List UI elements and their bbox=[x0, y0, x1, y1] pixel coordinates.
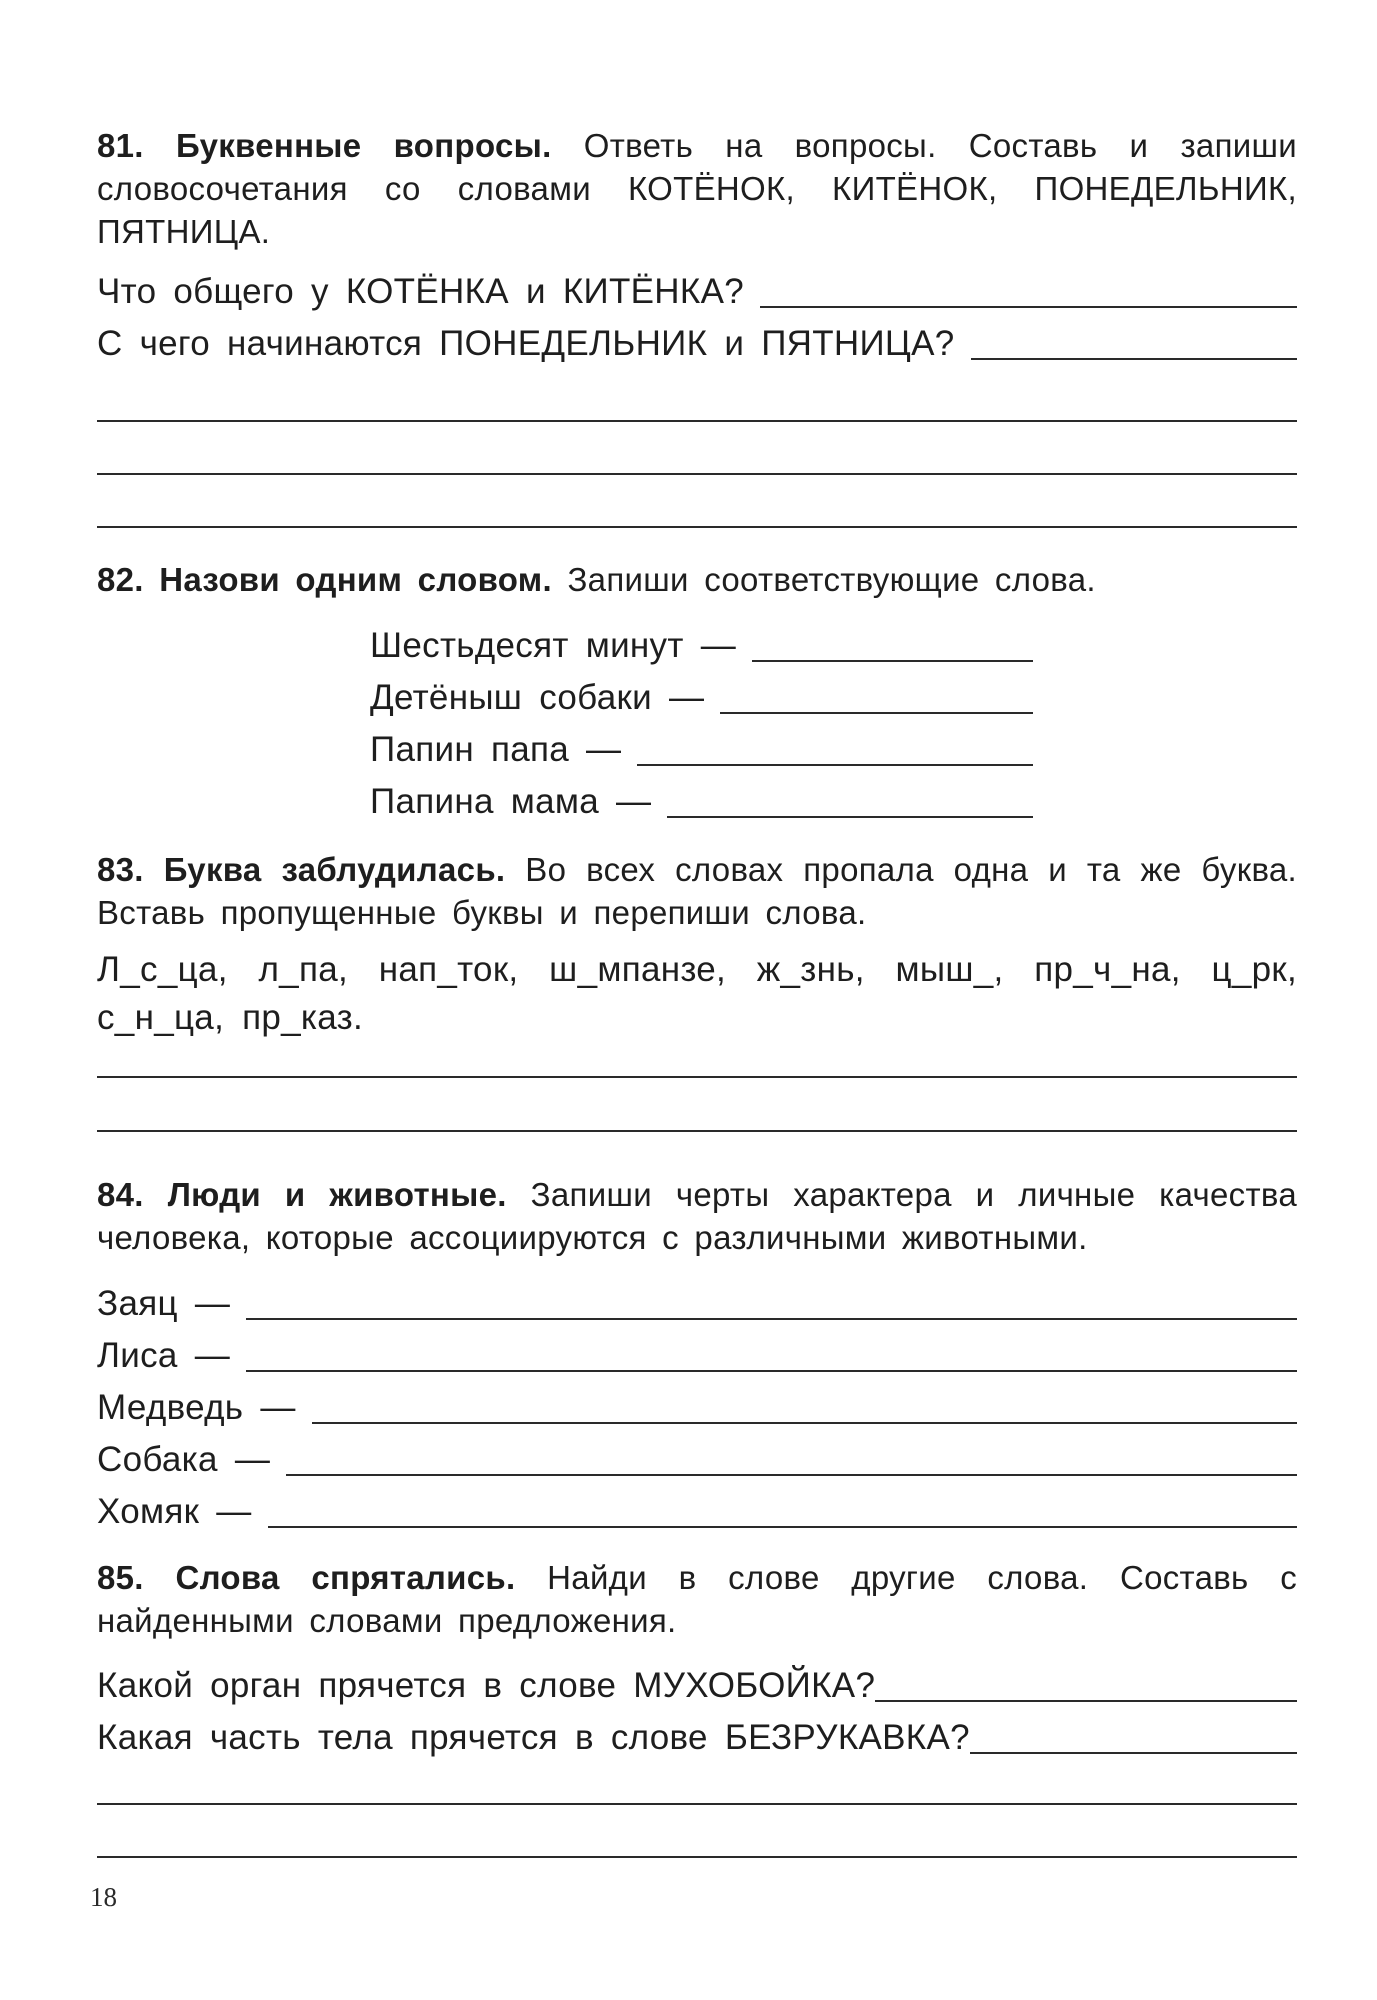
animal-label: Лиса — bbox=[97, 1336, 231, 1375]
exercise-85-title: Слова спрятались. bbox=[175, 1559, 516, 1596]
exercise-81-title: Буквенные вопросы. bbox=[175, 127, 552, 164]
answer-line[interactable] bbox=[246, 1284, 1297, 1320]
question-text: Какой орган прячется в слове МУХОБОЙКА? bbox=[97, 1666, 876, 1705]
answer-line[interactable] bbox=[637, 730, 1033, 766]
exercise-85-question-2 bbox=[97, 1714, 1297, 1762]
item-label: Папин папа — bbox=[370, 730, 622, 769]
answer-line[interactable] bbox=[875, 1666, 1297, 1702]
exercise-83-instruction bbox=[97, 848, 1297, 934]
animal-label: Хомяк — bbox=[97, 1492, 252, 1531]
writing-line[interactable] bbox=[97, 1130, 1297, 1132]
animal-label: Собака — bbox=[97, 1440, 271, 1479]
workbook-page bbox=[97, 0, 1297, 2000]
writing-line[interactable] bbox=[97, 1076, 1297, 1078]
answer-line[interactable] bbox=[286, 1440, 1297, 1476]
answer-line[interactable] bbox=[971, 324, 1297, 360]
answer-line[interactable] bbox=[720, 678, 1033, 714]
writing-line[interactable] bbox=[97, 1856, 1297, 1858]
item-label: Папина мама — bbox=[370, 782, 652, 821]
exercise-83-words-line-2: с_н_ца, пр_каз. bbox=[97, 998, 364, 1037]
exercise-84-number: 84. bbox=[97, 1176, 144, 1213]
exercise-81-question-1 bbox=[97, 268, 1297, 316]
exercise-83-text: Во всех словах пропала одна и та же буква. Вставь пропущенные буквы и перепиши слова. bbox=[97, 851, 1298, 931]
exercise-81-text: Ответь на вопросы. Составь и запиши словосочетания со словами КОТЁНОК, КИТЁНОК, ПОНЕДЕЛЬНИК, ПЯТНИЦА. bbox=[97, 127, 1297, 250]
exercise-84-item bbox=[97, 1436, 1297, 1484]
answer-line[interactable] bbox=[268, 1492, 1297, 1528]
writing-line[interactable] bbox=[97, 420, 1297, 422]
answer-line[interactable] bbox=[752, 626, 1033, 662]
exercise-84-item bbox=[97, 1280, 1297, 1328]
exercise-84-item bbox=[97, 1488, 1297, 1536]
exercise-82-item bbox=[370, 674, 1033, 722]
exercise-85-instruction bbox=[97, 1556, 1297, 1642]
exercise-82-item bbox=[370, 778, 1033, 826]
question-text: Какая часть тела прячется в слове БЕЗРУКАВКА? bbox=[97, 1718, 970, 1757]
exercise-82-title: Назови одним словом. bbox=[159, 561, 552, 598]
answer-line[interactable] bbox=[312, 1388, 1297, 1424]
page-number: 18 bbox=[90, 1882, 117, 1912]
exercise-84-item bbox=[97, 1332, 1297, 1380]
exercise-85-question-1 bbox=[97, 1662, 1297, 1710]
exercise-83-words-line-1: Л_с_ца, л_па, нап_ток, ш_мпанзе, ж_знь, мыш_, пр_ч_на, ц_рк, bbox=[97, 950, 1297, 989]
exercise-84-text: Запиши черты характера и личные качества человека, которые ассоциируются с различными животными. bbox=[97, 1176, 1298, 1256]
exercise-83-title: Буква заблудилась. bbox=[163, 851, 506, 888]
exercise-84-item bbox=[97, 1384, 1297, 1432]
exercise-82-item bbox=[370, 622, 1033, 670]
exercise-84-instruction bbox=[97, 1173, 1297, 1259]
writing-line[interactable] bbox=[97, 526, 1297, 528]
exercise-83-number: 83. bbox=[97, 851, 144, 888]
answer-line[interactable] bbox=[760, 272, 1297, 308]
animal-label: Заяц — bbox=[97, 1284, 231, 1323]
exercise-81-instruction bbox=[97, 124, 1297, 253]
exercise-82-instruction bbox=[97, 558, 1297, 601]
question-text: С чего начинаются ПОНЕДЕЛЬНИК и ПЯТНИЦА? bbox=[97, 324, 955, 363]
writing-line[interactable] bbox=[97, 473, 1297, 475]
exercise-85-text: Найди в слове другие слова. Составь с найденными словами предложения. bbox=[97, 1559, 1298, 1639]
answer-line[interactable] bbox=[246, 1336, 1297, 1372]
exercise-84-title: Люди и животные. bbox=[167, 1176, 507, 1213]
exercise-82-item bbox=[370, 726, 1033, 774]
animal-label: Медведь — bbox=[97, 1388, 296, 1427]
item-label: Детёныш собаки — bbox=[370, 678, 705, 717]
exercise-81-question-2 bbox=[97, 320, 1297, 368]
answer-line[interactable] bbox=[667, 782, 1033, 818]
answer-line[interactable] bbox=[970, 1718, 1297, 1754]
exercise-82-number: 82. bbox=[97, 561, 144, 598]
exercise-81-number: 81. bbox=[97, 127, 144, 164]
item-label: Шестьдесят минут — bbox=[370, 626, 736, 665]
writing-line[interactable] bbox=[97, 1803, 1297, 1805]
exercise-85-number: 85. bbox=[97, 1559, 144, 1596]
exercise-82-text: Запиши соответствующие слова. bbox=[567, 561, 1096, 598]
question-text: Что общего у КОТЁНКА и КИТЁНКА? bbox=[97, 272, 744, 311]
